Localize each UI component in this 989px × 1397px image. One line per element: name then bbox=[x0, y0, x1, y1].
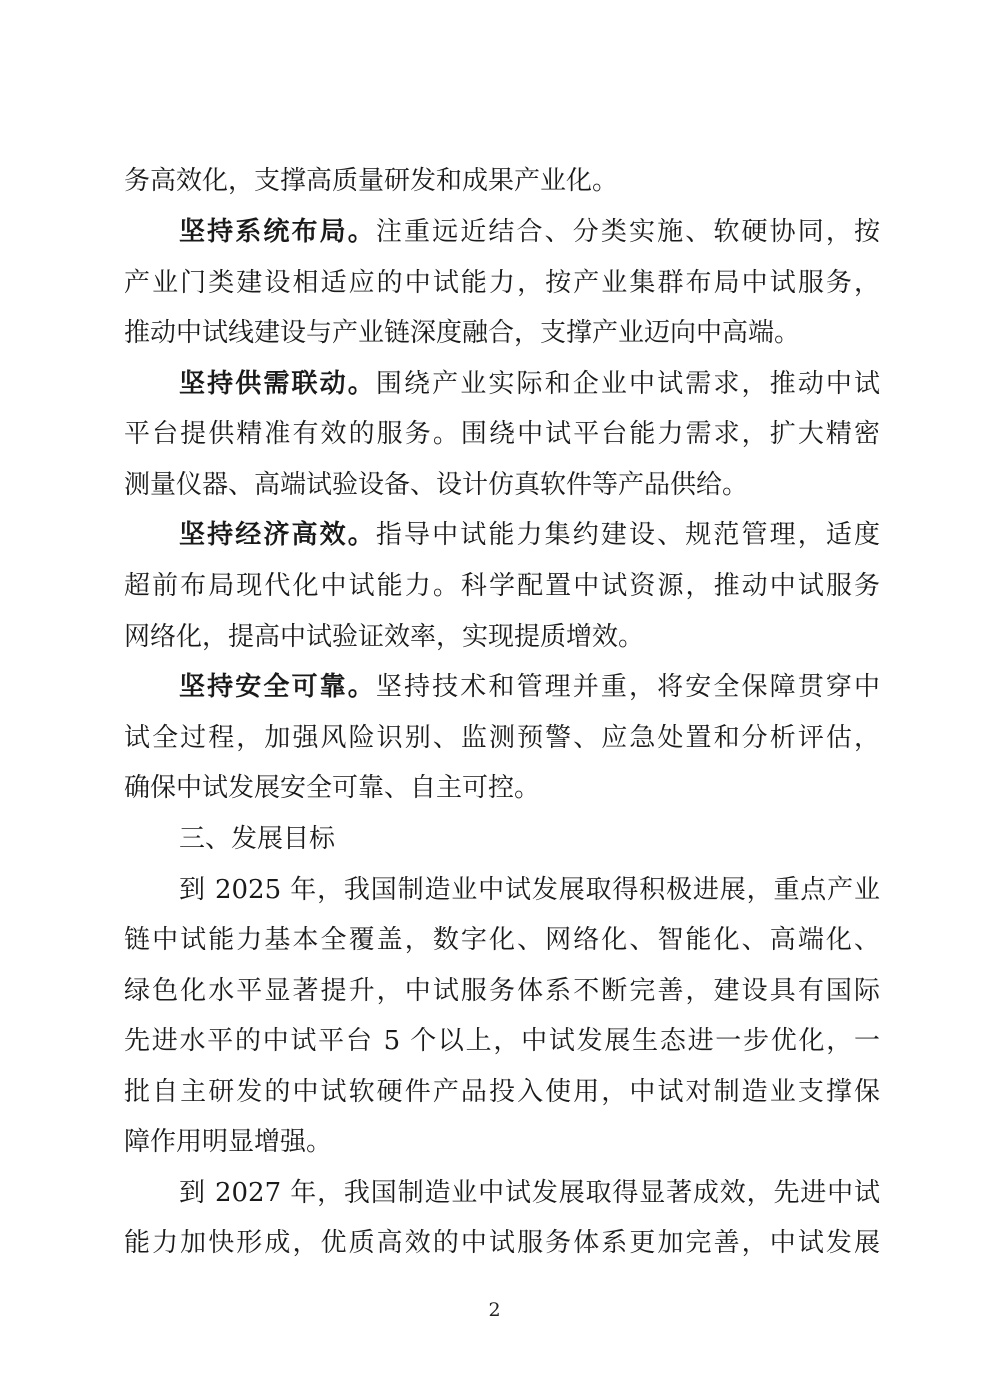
section-heading bbox=[179, 822, 880, 856]
paragraph-line bbox=[124, 316, 880, 350]
line-text: 超前布局现代化中试能力。科学配置中试资源，推动中试服务 bbox=[124, 571, 880, 601]
paragraph-line bbox=[124, 1075, 880, 1109]
line-text: 绿色化水平显著提升，中试服务体系不断完善，建设具有国际 bbox=[124, 976, 880, 1006]
line-text: 确保中试发展安全可靠、自主可控。 bbox=[124, 773, 541, 803]
line-text: 链中试能力基本全覆盖，数字化、网络化、智能化、高端化、 bbox=[124, 925, 880, 955]
paragraph-line bbox=[124, 923, 880, 957]
paragraph-line bbox=[124, 620, 880, 654]
line-text: 推动中试线建设与产业链深度融合，支撑产业迈向中高端。 bbox=[124, 318, 801, 348]
paragraph-line bbox=[124, 266, 880, 300]
paragraph-line bbox=[124, 771, 880, 805]
line-text: 能力加快形成，优质高效的中试服务体系更加完善，中试发展 bbox=[124, 1228, 880, 1258]
paragraph-line bbox=[124, 721, 880, 755]
line-text: 批自主研发的中试软硬件产品投入使用，中试对制造业支撑保 bbox=[124, 1077, 880, 1107]
line-text: 平台提供精准有效的服务。围绕中试平台能力需求，扩大精密 bbox=[124, 419, 880, 449]
line-text: 到 2025 年，我国制造业中试发展取得积极进展，重点产业 bbox=[179, 875, 880, 905]
principle-heading: 坚持安全可靠。 bbox=[179, 672, 376, 702]
page-number: 2 bbox=[488, 1299, 501, 1321]
paragraph-line bbox=[124, 1024, 880, 1058]
paragraph-line bbox=[124, 468, 880, 502]
line-text: 坚持技术和管理并重，将安全保障贯穿中 bbox=[375, 672, 880, 702]
line-text: 测量仪器、高端试验设备、设计仿真软件等产品供给。 bbox=[124, 470, 749, 500]
principle-heading: 坚持供需联动。 bbox=[179, 369, 376, 399]
paragraph-line bbox=[179, 518, 880, 552]
paragraph-line bbox=[179, 873, 880, 907]
paragraph-line bbox=[124, 1226, 880, 1260]
paragraph-line bbox=[124, 1125, 880, 1159]
line-text: 注重远近结合、分类实施、软硬协同，按 bbox=[375, 217, 880, 247]
paragraph-line bbox=[179, 670, 880, 704]
line-text: 网络化，提高中试验证效率，实现提质增效。 bbox=[124, 622, 645, 652]
paragraph-line bbox=[179, 367, 880, 401]
paragraph-line bbox=[124, 164, 880, 198]
paragraph-line bbox=[124, 974, 880, 1008]
line-text: 先进水平的中试平台 5 个以上，中试发展生态进一步优化，一 bbox=[124, 1026, 880, 1056]
paragraph-line bbox=[179, 215, 880, 249]
principle-heading: 坚持经济高效。 bbox=[179, 520, 376, 550]
paragraph-line bbox=[124, 417, 880, 451]
section-heading-text: 三、发展目标 bbox=[179, 824, 336, 854]
line-text: 围绕产业实际和企业中试需求，推动中试 bbox=[375, 369, 880, 399]
line-text: 试全过程，加强风险识别、监测预警、应急处置和分析评估， bbox=[124, 723, 880, 753]
paragraph-line bbox=[124, 569, 880, 603]
line-text: 指导中试能力集约建设、规范管理，适度 bbox=[375, 520, 880, 550]
principle-heading: 坚持系统布局。 bbox=[179, 217, 376, 247]
line-text: 障作用明显增强。 bbox=[124, 1127, 333, 1157]
paragraph-line bbox=[179, 1176, 880, 1210]
line-text: 务高效化，支撑高质量研发和成果产业化。 bbox=[124, 166, 619, 196]
line-text: 到 2027 年，我国制造业中试发展取得显著成效，先进中试 bbox=[179, 1178, 880, 1208]
line-text: 产业门类建设相适应的中试能力，按产业集群布局中试服务， bbox=[124, 268, 880, 298]
